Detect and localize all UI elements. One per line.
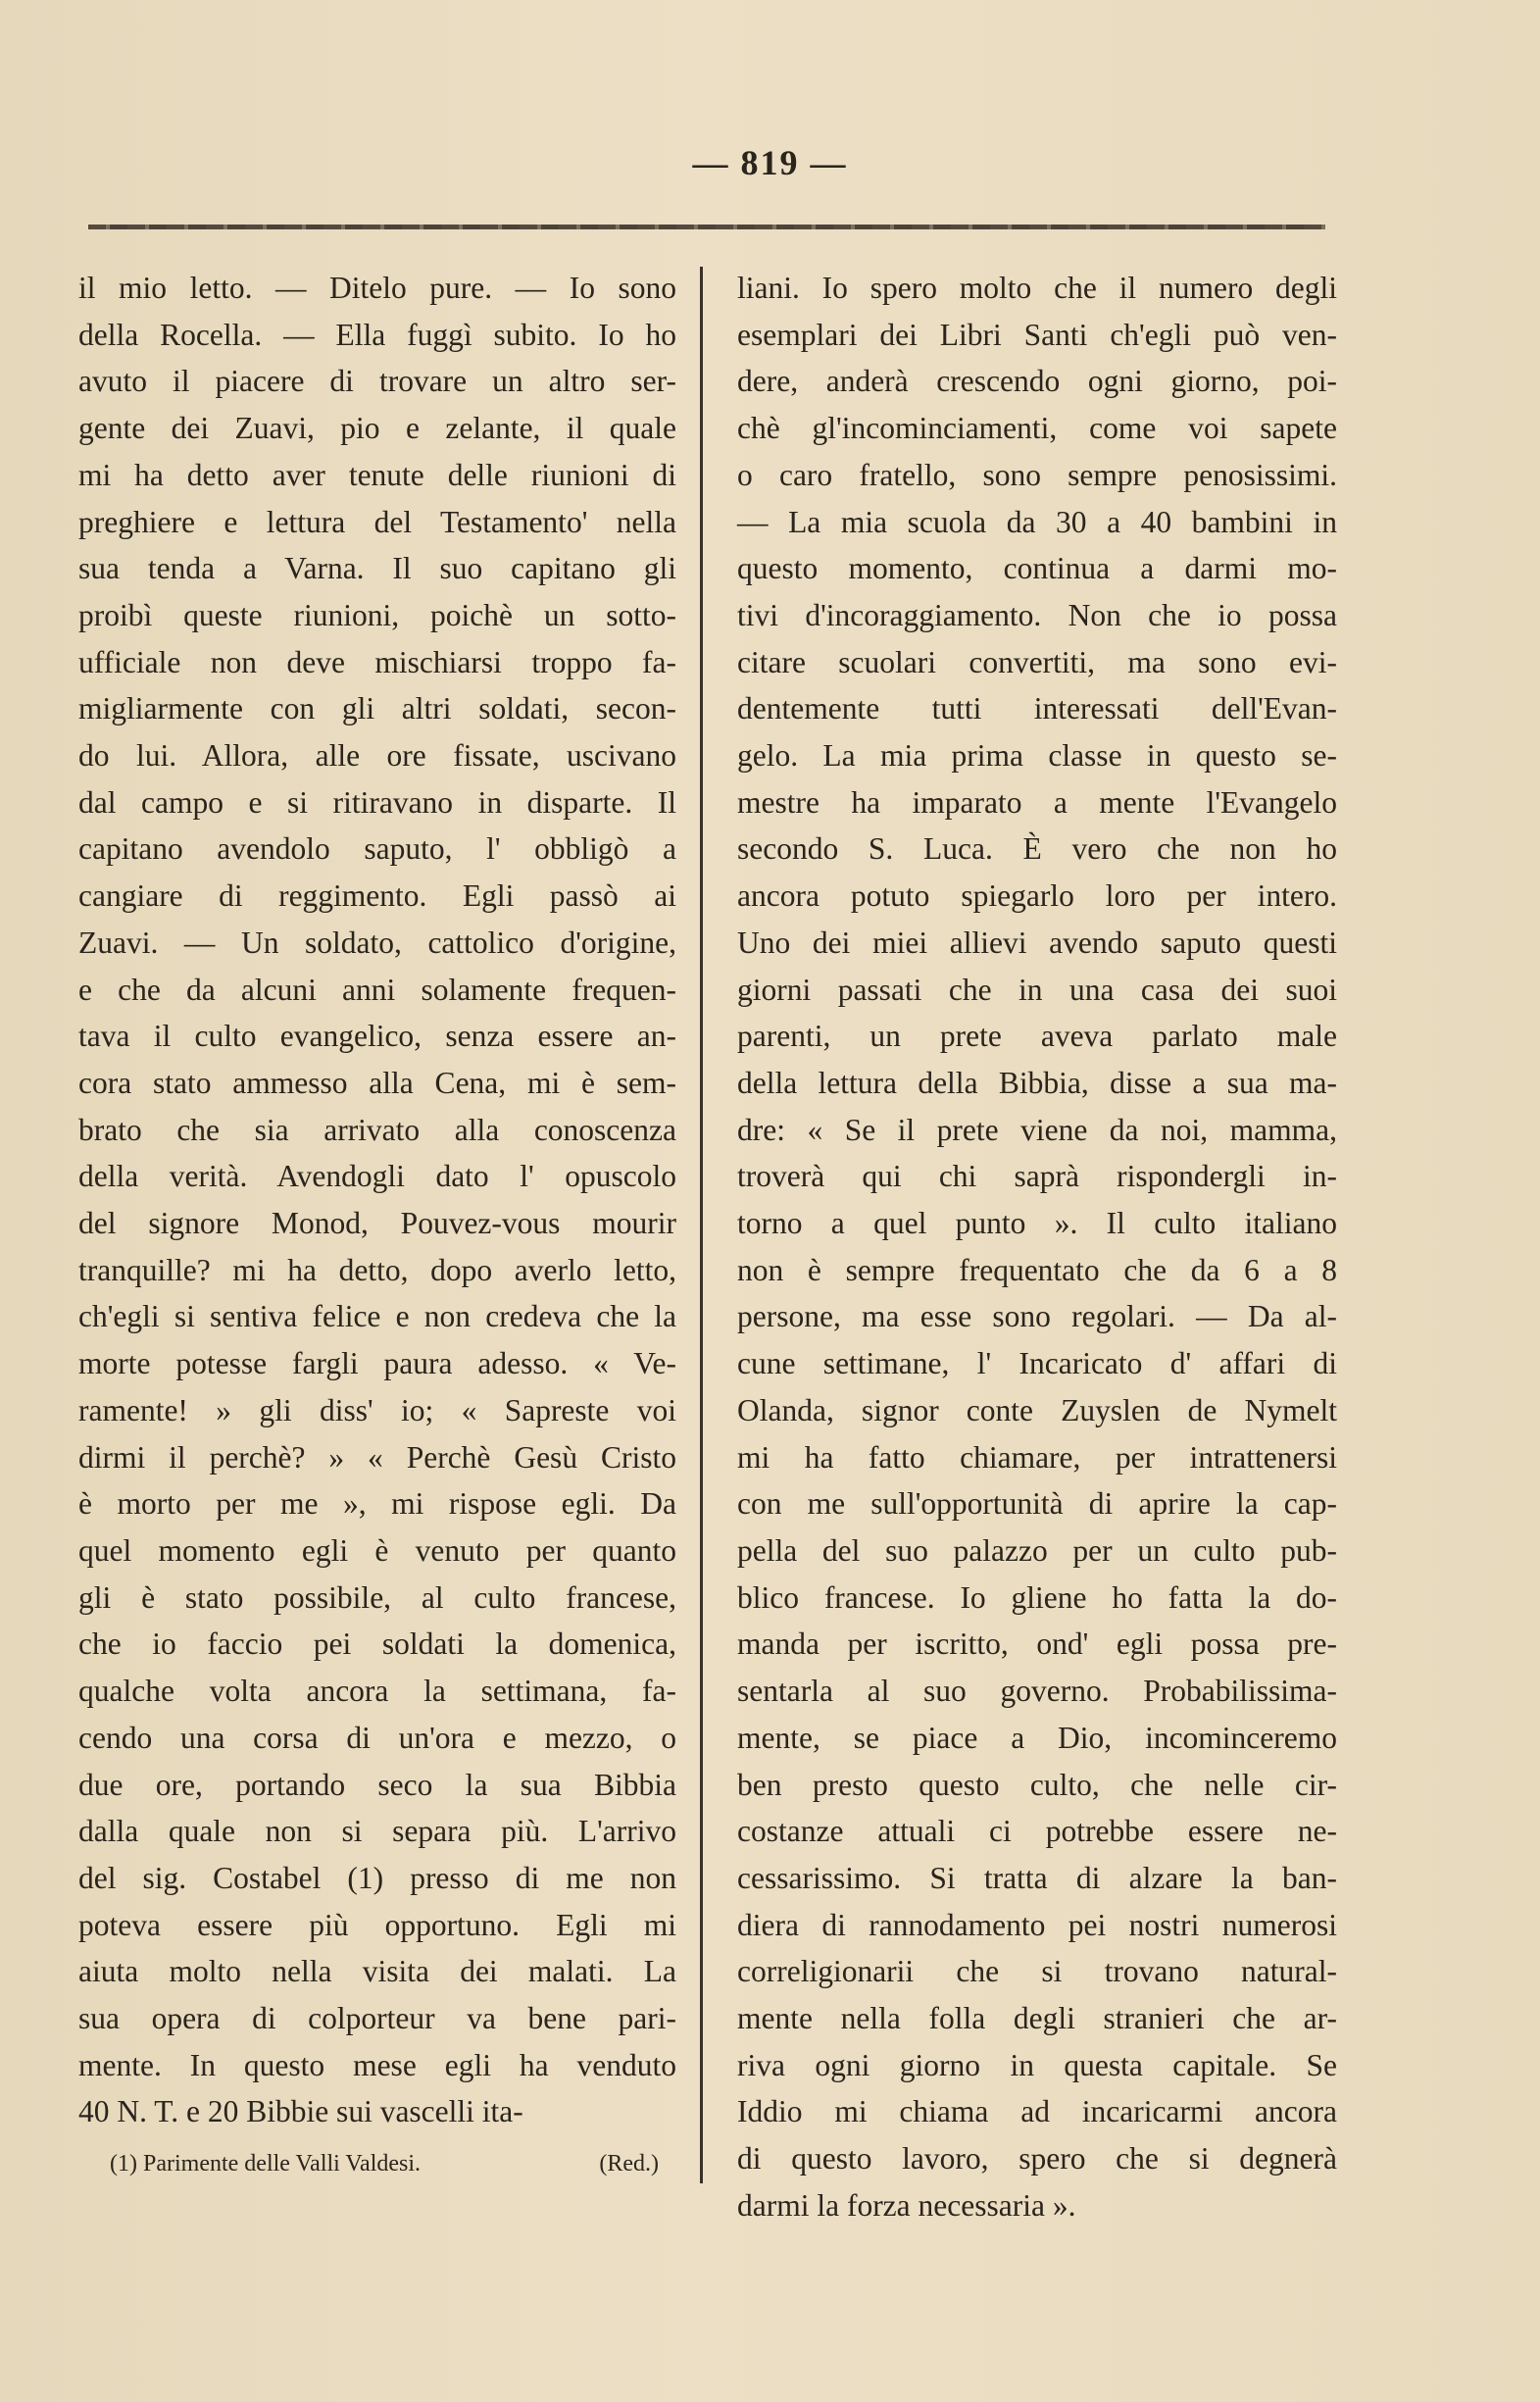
- text-line: esemplari dei Libri Santi ch'egli può ven-: [737, 317, 1337, 352]
- text-line: della Rocella. — Ella fuggì subito. Io ho: [78, 317, 676, 352]
- text-line: ben presto questo culto, che nelle cir-: [737, 1767, 1337, 1802]
- text-line: dal campo e si ritiravano in disparte. Il: [78, 784, 676, 820]
- text-line: cendo una corsa di un'ora e mezzo, o: [78, 1720, 676, 1755]
- text-line: cora stato ammesso alla Cena, mi è sem-: [78, 1065, 676, 1100]
- footnote: [110, 2147, 659, 2180]
- text-line: Olanda, signor conte Zuyslen de Nymelt: [737, 1392, 1337, 1427]
- text-line: migliarmente con gli altri soldati, secon-: [78, 691, 676, 726]
- footnote-text: (1) Parimente delle Valli Valdesi.: [110, 2151, 422, 2177]
- text-line: non è sempre frequentato che da 6 a 8: [737, 1252, 1337, 1287]
- text-line: manda per iscritto, ond' egli possa pre-: [737, 1626, 1337, 1662]
- text-line: dalla quale non si separa più. L'arrivo: [78, 1814, 676, 1849]
- text-line: riva ogni giorno in questa capitale. Se: [737, 2047, 1337, 2082]
- text-line: sua tenda a Varna. Il suo capitano gli: [78, 551, 676, 586]
- text-line: con me sull'opportunità di aprire la cap-: [737, 1486, 1337, 1522]
- text-line: del sig. Costabel (1) presso di me non: [78, 1860, 676, 1895]
- text-line: ancora potuto spiegarlo loro per intero.: [737, 878, 1337, 914]
- text-line: capitano avendolo saputo, l' obbligò a: [78, 831, 676, 867]
- text-line: è morto per me », mi rispose egli. Da: [78, 1486, 676, 1522]
- text-line: citare scuolari convertiti, ma sono evi-: [737, 644, 1337, 679]
- text-line: di questo lavoro, spero che si degnerà: [737, 2141, 1337, 2177]
- text-line: torno a quel punto ». Il culto italiano: [737, 1206, 1337, 1241]
- text-line: morte potesse fargli paura adesso. « Ve-: [78, 1346, 676, 1381]
- left-column: [78, 265, 676, 2226]
- text-line: troverà qui chi saprà rispondergli in-: [737, 1159, 1337, 1194]
- text-line: persone, ma esse sono regolari. — Da al-: [737, 1299, 1337, 1334]
- text-line: pella del suo palazzo per un culto pub-: [737, 1532, 1337, 1568]
- text-line: due ore, portando seco la sua Bibbia: [78, 1767, 676, 1802]
- text-line: Zuavi. — Un soldato, cattolico d'origine,: [78, 925, 676, 960]
- right-column: [737, 265, 1337, 2226]
- text-line: tranquille? mi ha detto, dopo averlo letto,: [78, 1252, 676, 1287]
- text-line: mente nella folla degli stranieri che ar-: [737, 2001, 1337, 2036]
- text-line: do lui. Allora, alle ore fissate, uscivano: [78, 738, 676, 774]
- header-rule: [88, 225, 1325, 229]
- text-line: avuto il piacere di trovare un altro ser-: [78, 364, 676, 399]
- text-line: della lettura della Bibbia, disse a sua ma-: [737, 1065, 1337, 1100]
- text-line: preghiere e lettura del Testamento' nella: [78, 504, 676, 539]
- text-line: costanze attuali ci potrebbe essere ne-: [737, 1814, 1337, 1849]
- text-line: mi ha detto aver tenute delle riunioni di: [78, 457, 676, 492]
- text-line: gelo. La mia prima classe in questo se-: [737, 738, 1337, 774]
- text-line: diera di rannodamento pei nostri numerosi: [737, 1907, 1337, 1942]
- text-line: mi ha fatto chiamare, per intrattenersi: [737, 1439, 1337, 1475]
- text-line: gente dei Zuavi, pio e zelante, il quale: [78, 411, 676, 446]
- text-line: giorni passati che in una casa dei suoi: [737, 972, 1337, 1007]
- footnote-tag: (Red.): [599, 2151, 659, 2177]
- text-line: blico francese. Io gliene ho fatta la do-: [737, 1579, 1337, 1615]
- text-line: chè gl'incominciamenti, come voi sapete: [737, 411, 1337, 446]
- text-line: qualche volta ancora la settimana, fa-: [78, 1674, 676, 1709]
- text-line: liani. Io spero molto che il numero degli: [737, 271, 1337, 305]
- text-line: aiuta molto nella visita dei malati. La: [78, 1954, 676, 1989]
- text-line: Iddio mi chiama ad incaricarmi ancora: [737, 2094, 1337, 2129]
- text-line: che io faccio pei soldati la domenica,: [78, 1626, 676, 1662]
- text-line: cune settimane, l' Incaricato d' affari di: [737, 1346, 1337, 1381]
- text-line: Uno dei miei allievi avendo saputo questi: [737, 925, 1337, 960]
- text-line: poteva essere più opportuno. Egli mi: [78, 1907, 676, 1942]
- text-line: il mio letto. — Ditelo pure. — Io sono: [78, 271, 676, 305]
- text-line: proibì queste riunioni, poichè un sotto-: [78, 597, 676, 632]
- text-line: sua opera di colporteur va bene pari-: [78, 2001, 676, 2036]
- text-line: ramente! » gli diss' io; « Sapreste voi: [78, 1392, 676, 1427]
- text-line: brato che sia arrivato alla conoscenza: [78, 1112, 676, 1147]
- text-line: dere, anderà crescendo ogni giorno, poi-: [737, 364, 1337, 399]
- text-line: quel momento egli è venuto per quanto: [78, 1532, 676, 1568]
- text-line: secondo S. Luca. È vero che non ho: [737, 831, 1337, 867]
- text-line: questo momento, continua a darmi mo-: [737, 551, 1337, 586]
- text-line: cangiare di reggimento. Egli passò ai: [78, 878, 676, 914]
- text-line: parenti, un prete aveva parlato male: [737, 1019, 1337, 1054]
- text-line: dirmi il perchè? » « Perchè Gesù Cristo: [78, 1439, 676, 1475]
- text-line: del signore Monod, Pouvez-vous mourir: [78, 1206, 676, 1241]
- text-line: cessarissimo. Si tratta di alzare la ban-: [737, 1860, 1337, 1895]
- text-line: mestre ha imparato a mente l'Evangelo: [737, 784, 1337, 820]
- text-line: gli è stato possibile, al culto francese,: [78, 1579, 676, 1615]
- text-line: tivi d'incoraggiamento. Non che io possa: [737, 597, 1337, 632]
- text-line: dre: « Se il prete viene da noi, mamma,: [737, 1112, 1337, 1147]
- text-line: dentemente tutti interessati dell'Evan-: [737, 691, 1337, 726]
- text-line: mente. In questo mese egli ha venduto: [78, 2047, 676, 2082]
- text-line: darmi la forza necessaria ».: [737, 2187, 1076, 2223]
- text-line: tava il culto evangelico, senza essere an-: [78, 1019, 676, 1054]
- text-line: — La mia scuola da 30 a 40 bambini in: [737, 504, 1337, 539]
- text-line: o caro fratello, sono sempre penosissimi.: [737, 457, 1337, 492]
- text-line: correligionarii che si trovano natural-: [737, 1954, 1337, 1989]
- text-line: ufficiale non deve mischiarsi troppo fa-: [78, 644, 676, 679]
- text-line: 40 N. T. e 20 Bibbie sui vascelli ita-: [78, 2094, 523, 2129]
- column-divider: [700, 267, 703, 2183]
- text-line: della verità. Avendogli dato l' opuscolo: [78, 1159, 676, 1194]
- text-line: mente, se piace a Dio, incominceremo: [737, 1720, 1337, 1755]
- page-number: — 819 —: [692, 143, 848, 182]
- text-line: e che da alcuni anni solamente frequen-: [78, 972, 676, 1007]
- text-line: ch'egli si sentiva felice e non credeva che la: [78, 1299, 676, 1334]
- text-line: sentarla al suo governo. Probabilissima-: [737, 1674, 1337, 1709]
